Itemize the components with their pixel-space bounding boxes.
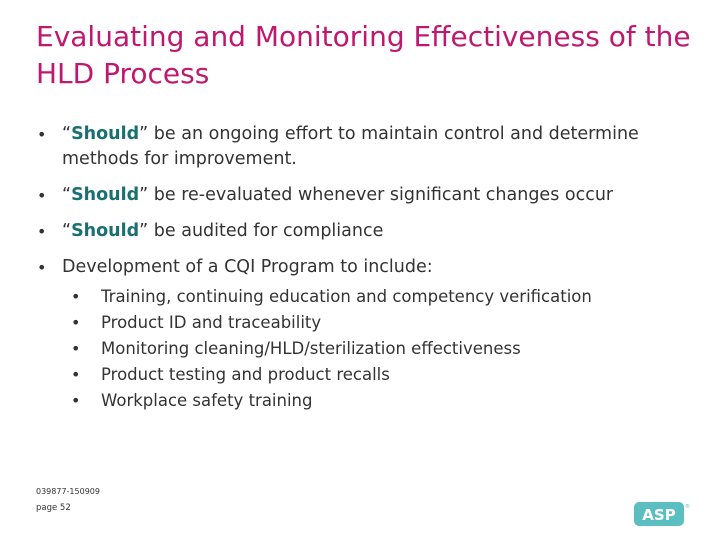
bullet-keyword: Should	[71, 124, 140, 144]
bullet-text: be audited for compliance	[148, 221, 384, 241]
bullet-item-cqi	[36, 255, 706, 414]
close-quote: ”	[139, 221, 149, 241]
sub-bullet-dot: •	[71, 391, 81, 410]
sub-bullet-dot: •	[71, 313, 81, 332]
bullet-dot: •	[37, 222, 47, 241]
cqi-sub-list	[62, 284, 706, 414]
sub-list-item	[71, 284, 706, 310]
page-number: page 52	[36, 503, 71, 513]
bullet-list	[36, 122, 706, 425]
open-quote: “	[62, 124, 72, 144]
bullet-dot: •	[37, 186, 47, 205]
close-quote: ”	[139, 185, 149, 205]
sub-item-text: Product testing and product recalls	[101, 365, 390, 384]
slide-title: Evaluating and Monitoring Effectiveness of the HLD Process	[36, 20, 691, 90]
close-quote: ”	[139, 124, 149, 144]
bullet-text: be re-evaluated whenever significant changes occur	[148, 185, 614, 205]
sub-list-item	[71, 388, 706, 414]
sub-list-item	[71, 310, 706, 336]
bullet-keyword: Should	[71, 185, 140, 205]
sub-bullet-dot: •	[71, 339, 81, 358]
sub-bullet-dot: •	[71, 365, 81, 384]
open-quote: “	[62, 185, 72, 205]
bullet-dot: •	[37, 258, 47, 277]
logo-registered-mark: ®	[685, 504, 690, 510]
bullet-keyword: Should	[71, 221, 140, 241]
sub-item-text: Monitoring cleaning/HLD/sterilization effectiveness	[101, 339, 521, 358]
sub-list-item	[71, 362, 706, 388]
asp-logo	[634, 501, 690, 527]
bullet-item	[36, 122, 706, 172]
sub-item-text: Product ID and traceability	[101, 313, 322, 332]
logo-text: ASP	[642, 506, 676, 524]
open-quote: “	[62, 221, 72, 241]
sub-list-item	[71, 336, 706, 362]
footer-code: 039877-150909	[36, 487, 100, 496]
bullet-dot: •	[37, 125, 47, 144]
sub-item-text: Training, continuing education and competency verification	[101, 287, 592, 306]
bullet-item	[36, 183, 706, 208]
bullet-item	[36, 219, 706, 244]
bullet-text: Development of a CQI Program to include:	[62, 257, 433, 277]
sub-bullet-dot: •	[71, 287, 81, 306]
sub-item-text: Workplace safety training	[101, 391, 313, 410]
bullet-text: be an ongoing effort to maintain control and determine methods for improvement.	[62, 124, 639, 169]
